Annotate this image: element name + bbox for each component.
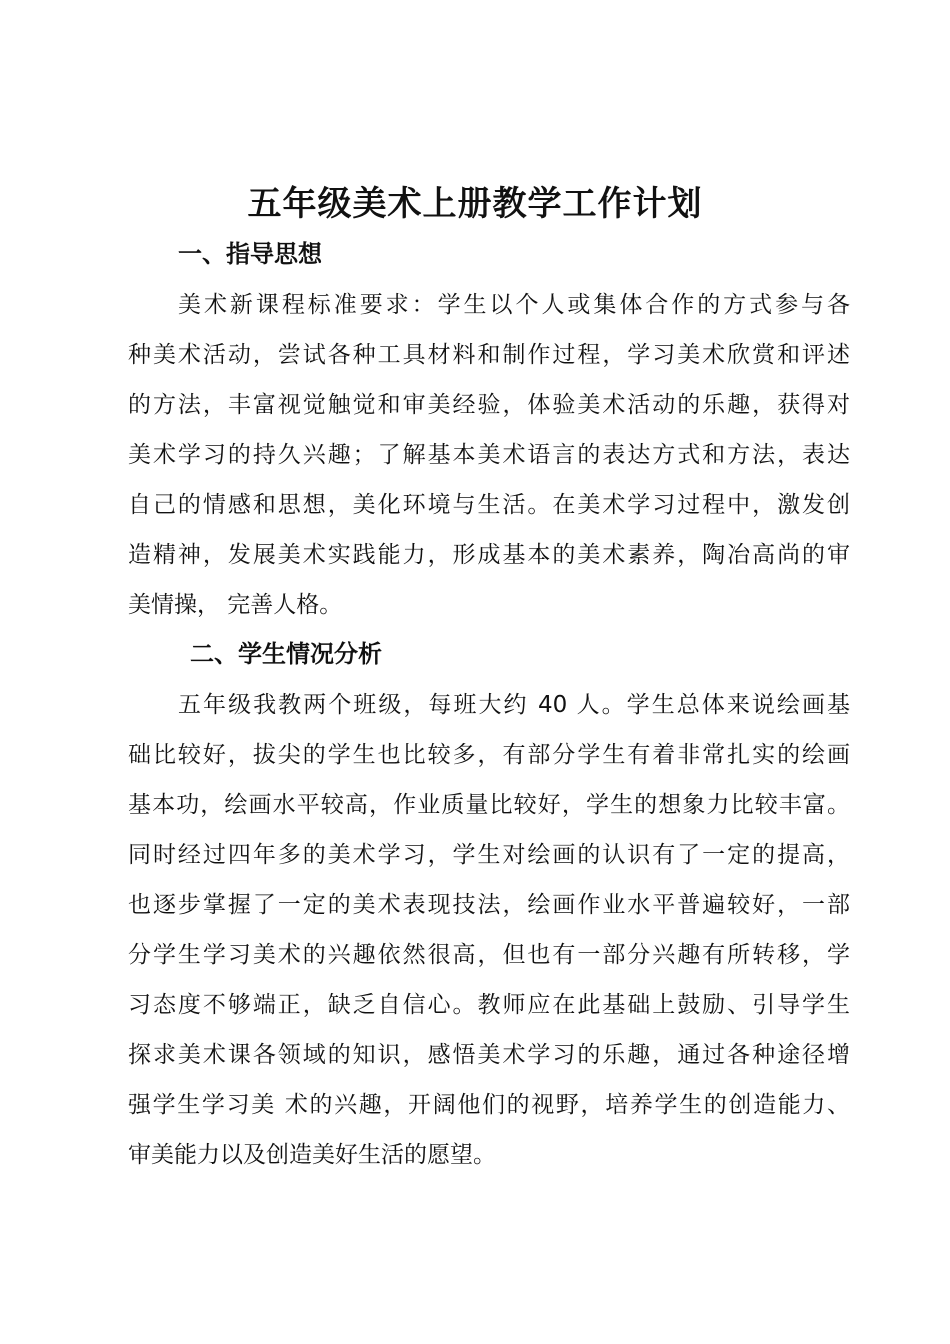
paragraph-line: 习态度不够端正，缺乏自信心。教师应在此基础上鼓励、引导学生 — [128, 992, 850, 1018]
paragraph-line: 五年级我教两个班级，每班大约 40 人。学生总体来说绘画基 — [178, 692, 850, 718]
section-paragraph-student-analysis — [128, 680, 850, 1180]
paragraph-line: 自己的情感和思想，美化环境与生活。在美术学习过程中，激发创 — [128, 492, 850, 518]
section-heading-guiding-ideology: 一、指导思想 — [178, 240, 322, 268]
paragraph-line: 基本功，绘画水平较高，作业质量比较好，学生的想象力比较丰富。 — [128, 792, 850, 818]
paragraph-line: 造精神，发展美术实践能力，形成基本的美术素养，陶冶高尚的审 — [128, 542, 850, 568]
paragraph-line: 美情操， 完善人格。 — [128, 592, 343, 618]
section-heading-student-analysis: 二、学生情况分析 — [190, 640, 382, 668]
paragraph-line: 探求美术课各领域的知识，感悟美术学习的乐趣，通过各种途径增 — [128, 1042, 850, 1068]
paragraph-line: 强学生学习美 术的兴趣，开阔他们的视野，培养学生的创造能力、 — [128, 1092, 850, 1118]
section-paragraph-guiding-ideology — [128, 280, 850, 630]
paragraph-line: 也逐步掌握了一定的美术表现技法，绘画作业水平普遍较好，一部 — [128, 892, 850, 918]
paragraph-line: 美术新课程标准要求：学生以个人或集体合作的方式参与各 — [178, 292, 850, 318]
paragraph-line: 审美能力以及创造美好生活的愿望。 — [128, 1142, 496, 1168]
paragraph-line: 美术学习的持久兴趣；了解基本美术语言的表达方式和方法，表达 — [128, 442, 850, 468]
paragraph-line: 础比较好，拔尖的学生也比较多，有部分学生有着非常扎实的绘画 — [128, 742, 850, 768]
paragraph-line: 分学生学习美术的兴趣依然很高，但也有一部分兴趣有所转移，学 — [128, 942, 850, 968]
paragraph-line: 种美术活动，尝试各种工具材料和制作过程，学习美术欣赏和评述 — [128, 342, 850, 368]
paragraph-line: 的方法，丰富视觉触觉和审美经验，体验美术活动的乐趣，获得对 — [128, 392, 850, 418]
paragraph-line: 同时经过四年多的美术学习，学生对绘画的认识有了一定的提高， — [128, 842, 850, 868]
document-title: 五年级美术上册教学工作计划 — [247, 184, 703, 224]
